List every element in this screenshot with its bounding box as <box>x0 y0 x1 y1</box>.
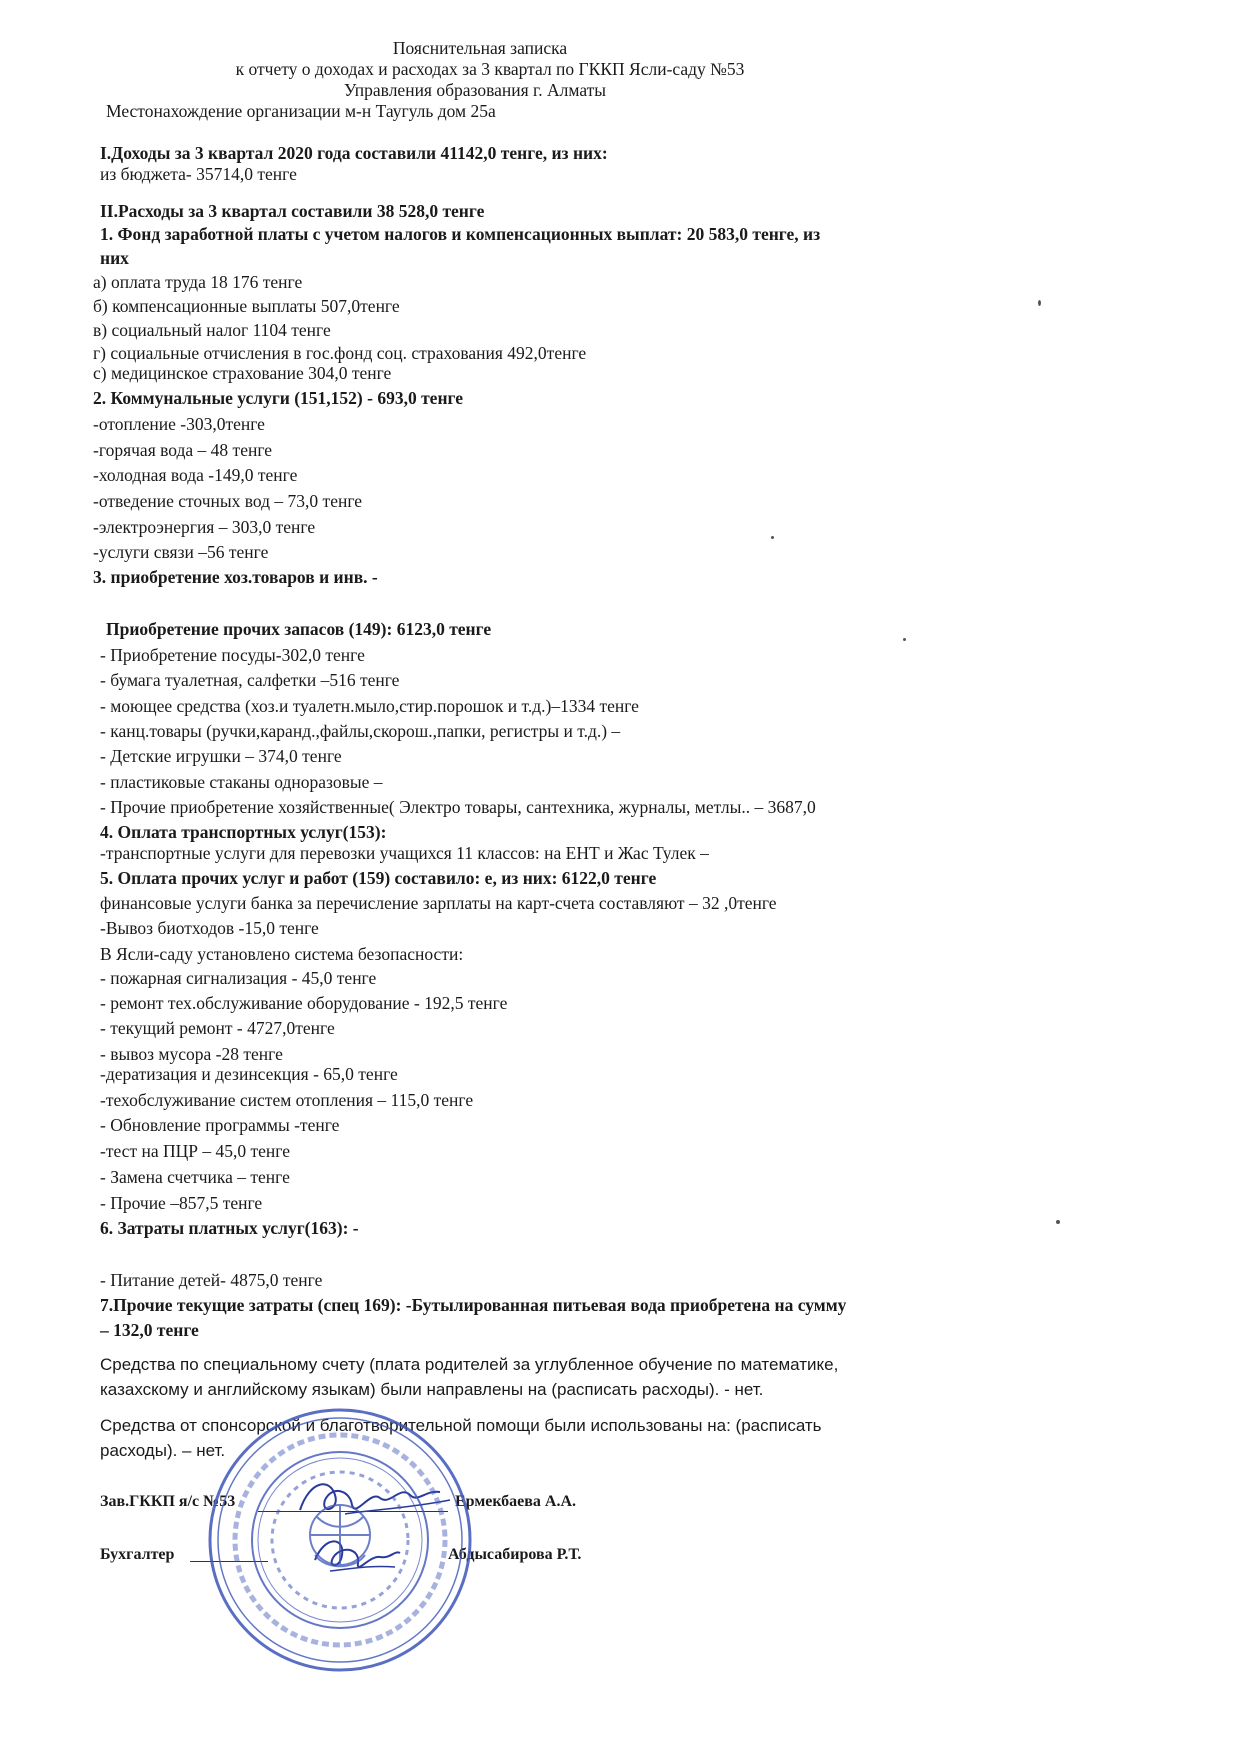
accountant-signature-title: Бухгалтер <box>100 1546 175 1563</box>
list-item: - Замена счетчика – тенге <box>100 1167 290 1187</box>
list-item: - Прочие –857,5 тенге <box>100 1193 263 1213</box>
sponsor-note-cont: расходы). – нет. <box>100 1441 226 1460</box>
list-item: - Прочие приобретение хозяйственные( Электро товары, сантехника, журналы, метлы.. – 3687,0 <box>100 797 816 817</box>
list-item: - Приобретение посуды-302,0 тенге <box>100 645 365 665</box>
head-signature-name: Ермекбаева А.А. <box>455 1493 576 1510</box>
list-item: в) социальный налог 1104 тенге <box>93 320 331 340</box>
list-item: -Вывоз биотходов -15,0 тенге <box>100 918 319 938</box>
scan-speck <box>1038 300 1041 306</box>
section-1-heading: 1. Фонд заработной платы с учетом налогов и компенсационных выплат: 20 583,0 тенге, из <box>100 224 821 244</box>
list-item: с) медицинское страхование 304,0 тенге <box>93 363 392 383</box>
document-subtitle: к отчету о доходах и расходах за 3 квартал по ГККП Ясли-саду №53 <box>235 59 745 79</box>
list-item: -тест на ПЦР – 45,0 тенге <box>100 1141 290 1161</box>
section-1-heading-cont: них <box>100 248 129 268</box>
list-item: - канц.товары (ручки,каранд.,файлы,скорош.,папки, регистры и т.д.) – <box>100 721 621 741</box>
section-3-heading: 3. приобретение хоз.товаров и инв. - <box>93 567 378 587</box>
list-item: - текущий ремонт - 4727,0тенге <box>100 1018 335 1038</box>
list-item: - ремонт тех.обслуживание оборудование - 192,5 тенге <box>100 993 508 1013</box>
list-item: - бумага туалетная, салфетки –516 тенге <box>100 670 400 690</box>
official-round-stamp <box>205 1405 475 1675</box>
list-item: В Ясли-саду установлено система безопасности: <box>100 944 464 964</box>
list-item: - Детские игрушки – 374,0 тенге <box>100 746 342 766</box>
section-7-heading: 7.Прочие текущие затраты (спец 169): -Бутылированная питьевая вода приобретена на сумму <box>100 1295 847 1315</box>
list-item: -отведение сточных вод – 73,0 тенге <box>93 491 363 511</box>
list-item: - Обновление программы -тенге <box>100 1115 340 1135</box>
list-item: финансовые услуги банка за перечисление зарплаты на карт-счета составляют – 32 ,0тенге <box>100 893 777 913</box>
list-item: г) социальные отчисления в гос.фонд соц. страхования 492,0тенге <box>93 343 587 363</box>
section-4-heading: 4. Оплата транспортных услуг(153): <box>100 822 387 842</box>
head-signature-title: Зав.ГККП я/с №53 <box>100 1493 236 1510</box>
list-item: - вывоз мусора -28 тенге <box>100 1044 283 1064</box>
special-account-note: Средства по специальному счету (плата родителей за углубленное обучение по математике, <box>100 1355 839 1374</box>
list-item: -услуги связи –56 тенге <box>93 542 269 562</box>
list-item: - Питание детей- 4875,0 тенге <box>100 1270 323 1290</box>
list-item: - моющее средства (хоз.и туалетн.мыло,стир.порошок и т.д.)–1334 тенге <box>100 696 639 716</box>
scan-speck <box>1056 1220 1060 1224</box>
list-item: -электроэнергия – 303,0 тенге <box>93 517 316 537</box>
list-item: -холодная вода -149,0 тенге <box>93 465 298 485</box>
list-item: -транспортные услуги для перевозки учащихся 11 классов: на ЕНТ и Жас Тулек – <box>100 843 709 863</box>
section-7-heading-cont: – 132,0 тенге <box>100 1320 199 1340</box>
list-item: -горячая вода – 48 тенге <box>93 440 273 460</box>
scan-speck <box>903 638 906 641</box>
income-budget: из бюджета- 35714,0 тенге <box>100 164 297 184</box>
scan-speck <box>771 536 774 539</box>
list-item: а) оплата труда 18 176 тенге <box>93 272 303 292</box>
section-3b-heading: Приобретение прочих запасов (149): 6123,0 тенге <box>106 619 492 639</box>
sponsor-note: Средства от спонсорской и благотворительной помощи были использованы на: (расписать <box>100 1416 822 1435</box>
list-item: -отопление -303,0тенге <box>93 414 265 434</box>
expenses-heading: II.Расходы за 3 квартал составили 38 528,0 тенге <box>100 201 485 221</box>
list-item: -техобслуживание систем отопления – 115,0 тенге <box>100 1090 474 1110</box>
organization-location: Местонахождение организации м-н Таугуль дом 25а <box>106 101 496 121</box>
section-2-heading: 2. Коммунальные услуги (151,152) - 693,0 тенге <box>93 388 464 408</box>
list-item: б) компенсационные выплаты 507,0тенге <box>93 296 400 316</box>
section-5-heading: 5. Оплата прочих услуг и работ (159) составило: е, из них: 6122,0 тенге <box>100 868 657 888</box>
list-item: - пластиковые стаканы одноразовые – <box>100 772 383 792</box>
list-item: - пожарная сигнализация - 45,0 тенге <box>100 968 377 988</box>
document-title: Пояснительная записка <box>392 38 568 58</box>
document-subtitle-organization: Управления образования г. Алматы <box>343 80 607 100</box>
accountant-signature-name: Абдысабирова Р.Т. <box>448 1546 582 1563</box>
list-item: -дератизация и дезинсекция - 65,0 тенге <box>100 1064 398 1084</box>
section-6-heading: 6. Затраты платных услуг(163): - <box>100 1218 359 1238</box>
special-account-note-cont: казахскому и английскому языкам) были направлены на (расписать расходы). - нет. <box>100 1380 764 1399</box>
income-heading: I.Доходы за 3 квартал 2020 года составили 41142,0 тенге, из них: <box>100 143 608 163</box>
